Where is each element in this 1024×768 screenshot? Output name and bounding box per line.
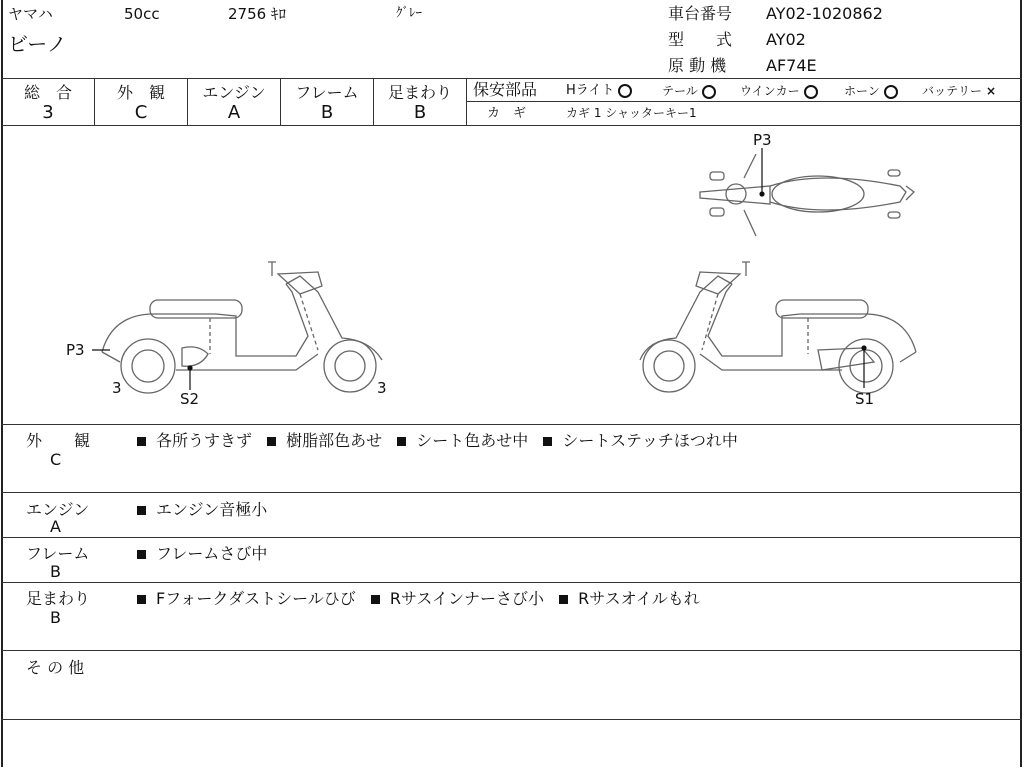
suspension-grade-label: 足まわり: [387, 83, 452, 102]
frame-section-grade: B: [50, 562, 61, 581]
frame-no-label: 車台番号: [668, 4, 733, 23]
engine-notes: [137, 497, 267, 520]
safety-item-headlight: [566, 83, 632, 98]
bullet-icon: [137, 595, 146, 604]
exterior-notes: [137, 428, 738, 451]
scooter-diagram: [0, 126, 1022, 424]
mileage-text: 2756 ｷﾛ: [228, 5, 286, 23]
ok-circle-icon: [702, 85, 716, 99]
engine-label: 原 動 機: [668, 56, 727, 75]
exterior-section-grade: C: [50, 450, 62, 469]
safety-item-label: ホーン: [844, 84, 880, 98]
safety-item-label: テール: [662, 84, 698, 98]
note-item: シートステッチほつれ中: [562, 431, 738, 450]
note-item: Rサスオイルもれ: [578, 589, 700, 608]
overall-grade-value: 3: [42, 102, 54, 123]
engine-grade-label: エンジン: [202, 83, 266, 102]
frame-no-value: AY02-1020862: [766, 4, 883, 23]
engine-value: AF74E: [766, 56, 817, 75]
exterior-grade-label: 外 観: [116, 83, 165, 102]
key-label: カ ギ: [487, 106, 527, 121]
ok-circle-icon: [618, 84, 632, 98]
right-side-scooter-icon: [640, 262, 916, 393]
section-line: [1, 424, 1022, 425]
frame-section-title: フレーム: [26, 544, 90, 563]
note-item: 各所うすきず: [156, 431, 253, 450]
bullet-icon: [559, 595, 568, 604]
engine-section-title: エンジン: [26, 500, 90, 519]
bullet-icon: [543, 437, 552, 446]
bullet-icon: [137, 550, 146, 559]
frame-grade-label: フレーム: [295, 83, 359, 102]
safety-item-label: バッテリー: [922, 84, 983, 98]
safety-item-label: ウインカー: [740, 84, 800, 98]
mark-p3-left: P3: [66, 341, 85, 359]
safety-item-winker: [740, 84, 818, 99]
mark-p3-top: P3: [753, 131, 772, 149]
safety-item-label: Hライト: [566, 83, 615, 98]
safety-item-battery: [922, 84, 996, 98]
note-item: フレームさび中: [156, 544, 268, 563]
exterior-section-title: 外 観: [26, 431, 91, 450]
ng-cross-icon: ×: [986, 84, 997, 98]
safety-item-tail: [662, 84, 716, 99]
frame-grade-value: B: [320, 102, 334, 123]
type-label: 型 式: [668, 30, 733, 49]
mark-s2: S2: [180, 390, 200, 408]
mark-front-grade: 3: [112, 379, 122, 397]
key-value: カギ 1 シャッターキー1: [566, 106, 697, 120]
note-item: Fフォークダストシールひび: [156, 589, 356, 608]
section-line: [1, 537, 1022, 538]
maker-text: ヤマハ: [8, 5, 53, 23]
suspension-section-grade: B: [50, 608, 61, 627]
mark-s1: S1: [855, 390, 875, 408]
bullet-icon: [267, 437, 276, 446]
suspension-notes: [137, 586, 700, 609]
color-text: ｸﾞﾚｰ: [396, 6, 422, 21]
frame-notes: [137, 541, 267, 564]
bullet-icon: [137, 506, 146, 515]
suspension-grade-value: B: [413, 102, 427, 123]
safety-item-horn: [844, 84, 898, 99]
bullet-icon: [397, 437, 406, 446]
other-section-title: そ の 他: [26, 658, 85, 677]
section-line: [1, 650, 1022, 651]
section-line: [1, 719, 1022, 720]
note-item: 樹脂部色あせ: [286, 431, 383, 450]
engine-section-grade: A: [50, 517, 61, 536]
ok-circle-icon: [804, 85, 818, 99]
engine-grade-value: A: [227, 102, 241, 123]
note-item: Rサスインナーさび小: [389, 589, 545, 608]
section-line: [1, 492, 1022, 493]
ok-circle-icon: [884, 85, 898, 99]
top-view-scooter-icon: [700, 154, 914, 236]
note-item: エンジン音極小: [156, 500, 268, 519]
section-line: [1, 582, 1022, 583]
safety-label: 保安部品: [473, 80, 538, 99]
bullet-icon: [371, 595, 380, 604]
suspension-section-title: 足まわり: [26, 589, 91, 608]
safety-divider: [466, 101, 1022, 102]
grade-top-line: [1, 78, 1022, 79]
bullet-icon: [137, 437, 146, 446]
note-item: シート色あせ中: [416, 431, 529, 450]
exterior-grade-value: C: [134, 102, 148, 123]
left-side-scooter-icon: [102, 262, 382, 393]
model-name: ビーノ: [8, 32, 67, 56]
mark-rear-grade: 3: [377, 379, 387, 397]
type-value: AY02: [766, 30, 806, 49]
displacement-text: 50cc: [124, 5, 160, 23]
overall-grade-label: 総 合: [23, 83, 72, 102]
